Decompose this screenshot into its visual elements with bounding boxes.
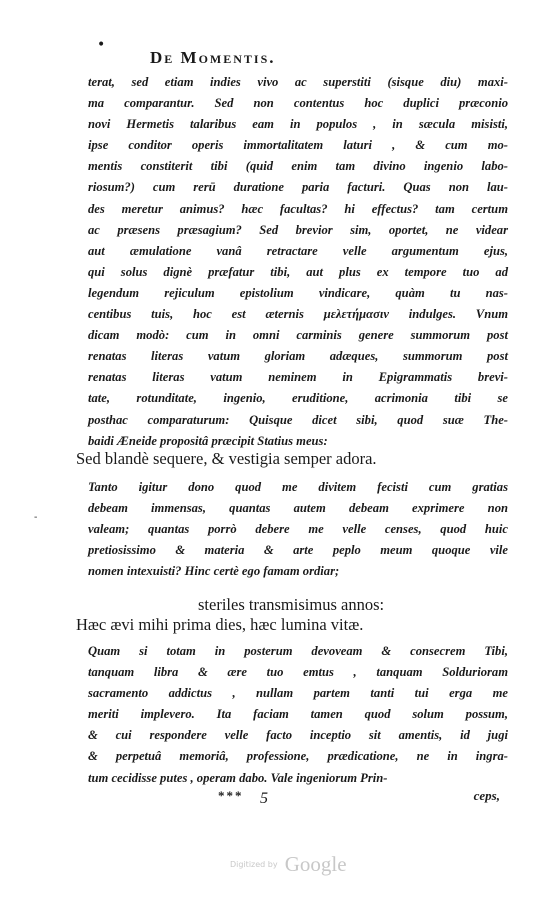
text-line: sacramento addictus , nullam partem tanti tui erga me [88,686,508,701]
signature-mark: *** [218,788,244,803]
text-line: mentis constiterit tibi (quid enim tam divino ingenio labo- [88,159,508,174]
text-line: dicam modò: cum in omni carminis genere summorum post [88,328,508,343]
page-number: 5 [260,790,268,807]
verse-line-3: Hæc ævi mihi prima dies, hæc lumina vitæ. [76,615,364,634]
page-footer [88,788,508,808]
text-line: centibus tuis, hoc est æternis μελετήμασιν indulges. Vnum [88,307,508,322]
text-block-2 [88,477,508,582]
verse-line-2: steriles transmisimus annos: [198,595,385,614]
verse-line-1: Sed blandè sequere, & vestigia semper adora. [76,449,377,468]
text-line: baidi Æneide propositâ præcipit Statius meus: [88,433,328,448]
text-line: des meretur animus? hæc facultas? hi effectus? tam certum [88,201,508,216]
catchword: ceps, [473,788,500,803]
text-line: renatas literas vatum gloriam adæques, summorum post [88,349,508,364]
text-line: riosum?) cum rerū duratione paria facturi. Quas non lau- [88,180,508,195]
ink-dot: • [97,37,106,53]
text-line: renatas literas vatum neminem in Epigrammatis brevi- [88,370,508,385]
text-line: aut æmulatione vanâ retractare velle argumentum ejus, [88,243,508,258]
text-line: qui solus dignè præfatur tibi, aut plus ex tempore tuo ad [88,264,508,279]
running-head: De Momentis. [150,48,276,67]
text-line: nomen intexuisti? Hinc certè ego famam ordiar; [88,564,340,579]
text-line: Tanto igitur dono quod me divitem fecisti cum gratias [88,480,508,494]
digitizer-watermark [230,852,347,877]
text-line: Quam si totam in posterum devoveam & consecrem Tibi, [88,644,508,658]
text-line: tum cecidisse putes , operam dabo. Vale ingeniorum Prin- [88,770,388,785]
text-line: pretiosissimo & materia & arte peplo meum quoque vile [88,543,508,558]
text-line: ipse conditor operis immortalitatem laturi , & cum mo- [88,138,508,153]
text-line: meriti implevero. Ita faciam tamen quod solum possum, [88,707,508,722]
margin-mark: - [34,512,38,523]
text-line: legendum rejiculum epistolium vindicare, quàm tu nas- [88,285,508,300]
text-block-3 [88,641,508,789]
text-line: posthac comparaturum: Quisque dicet sibi, quod suæ The- [88,412,508,427]
watermark-logo: Google [284,852,347,876]
text-line: debeam immensas, quantas autem debeam exprimere non [88,501,508,516]
text-line: tate, rotunditate, ingenio, eruditione, acrimonia tibi se [88,391,508,406]
text-line: terat, sed etiam indies vivo ac superstiti (sisque diu) maxi- [88,75,508,89]
text-line: tanquam libra & ære tuo emtus , tanquam Soldurioram [88,665,508,680]
text-line: ac præsens præsagium? Sed brevior sim, oportet, ne videar [88,222,508,237]
watermark-small: Digitized by [230,860,278,869]
text-line: valeam; quantas porrò debere me velle censes, quod huic [88,522,508,537]
text-line: ma comparantur. Sed non contentus hoc duplici præconio [88,96,508,111]
text-line: & cui respondere velle facto inceptio sit amentis, id jugi [88,728,508,743]
text-line: novi Hermetis talaribus eam in populos , in sæcula misisti, [88,117,508,132]
text-block-1 [88,72,508,452]
text-line: & perpetuâ memoriâ, professione, prædicatione, ne in ingra- [88,749,508,764]
